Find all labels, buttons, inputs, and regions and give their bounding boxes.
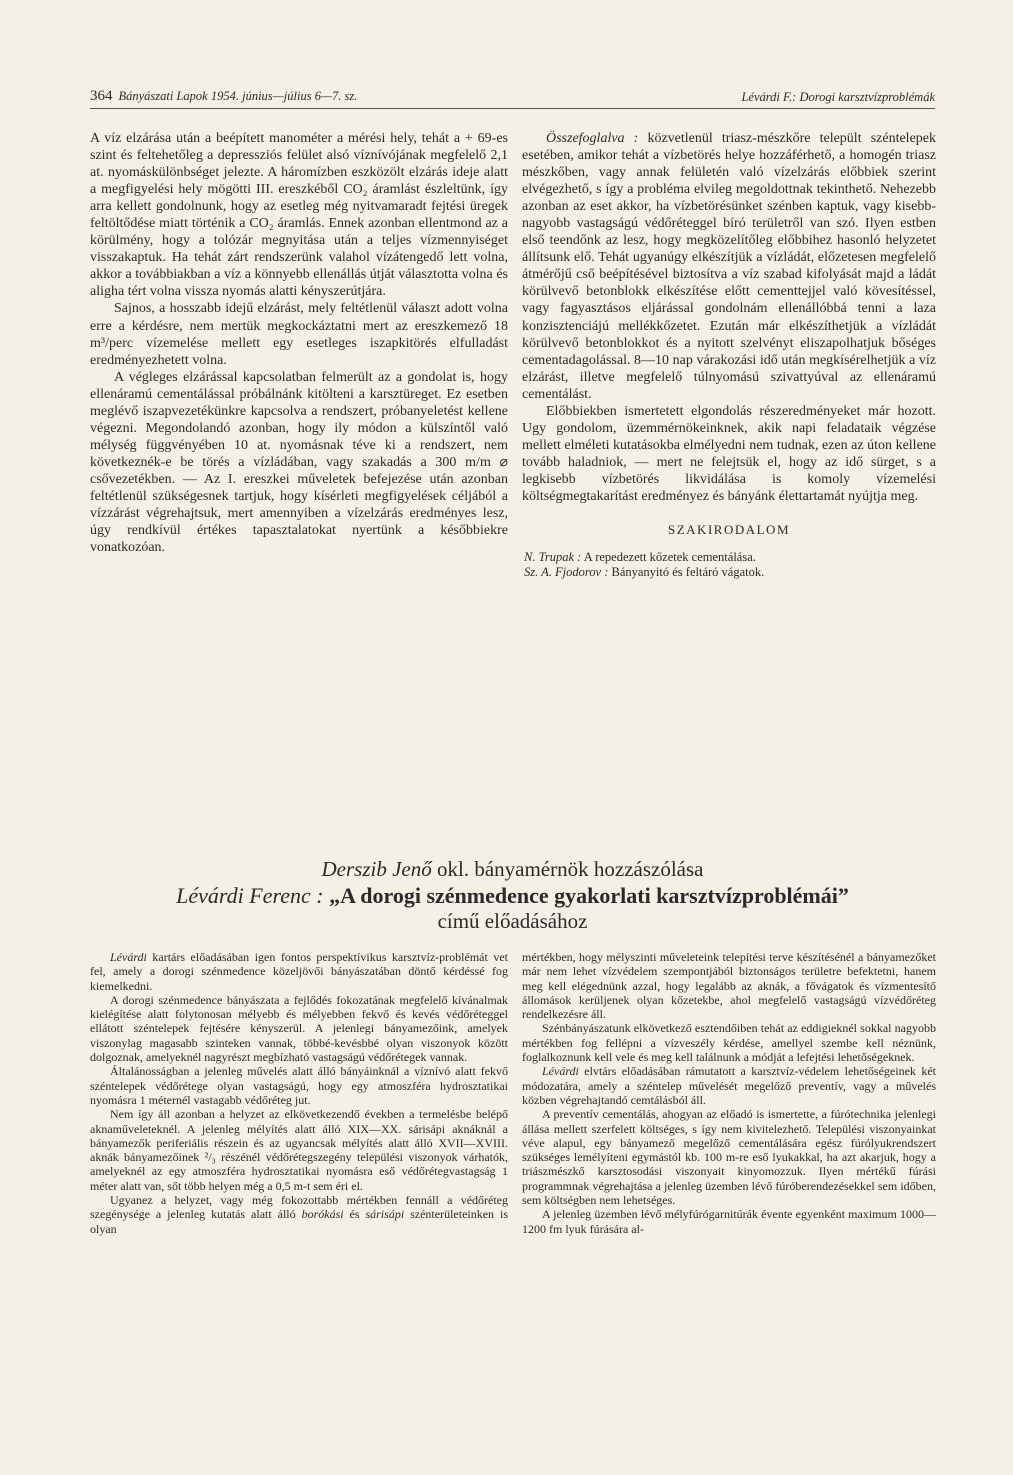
paragraph bbox=[522, 1064, 936, 1107]
article-running-title: Lévárdi F.: Dorogi karsztvízproblémák bbox=[741, 90, 935, 104]
lead-in: Lévárdi bbox=[110, 950, 147, 964]
paragraph: Sajnos, a hosszabb idejű elzárást, mely feltétlenül választ adott volna erre a kérdésre, nem mertük megkockáztatni mert az ereszkemező 18 m³/perc vízemelése mellett egy esetleges iszapkitörés elfulladást eredményezhetett volna. bbox=[90, 301, 508, 368]
paragraph: A víz elzárása után a beépített manométer a mérési hely, tehát a + 69-es szint és feltehetőleg a depressziós felület alsó víznívójának megfelelő 2,1 at. nyomáskülönbséget jelezte. A háromízben eszközölt elzárás ideje alatt a megfigyelési hely mögötti III. ereszkéből CO₂ áramlást észleltünk, így arra kellett gondolnunk, hogy az esetleg még nyitvamaradt fejtési üregek feltöltődése miatt történik a CO₂ áramlás. Ennek azonban ellentmond az a körülmény, hogy a tolózár megnyitása után a teljes vízmennyiséget visszakaptuk. Ha tehát zárt rendszerünk valahol vízátengedő lett volna, akkor a továbbiakban a víz a könnyebb ellenállás útját választotta volna és aligha tért volna vissza nyomás alatti kényszerútjára. bbox=[90, 131, 508, 300]
lower-right-column bbox=[522, 950, 936, 1236]
paragraph: A dorogi szénmedence bányászata a fejlődés fokozatának megfelelő kívánalmak kielégítése alatt folytonosan mélyebb és mélyebben fekvő és kevés védőréteggel ellátott széntelepek fejtésére kényszerül. A jelenlegi bányamezőink, amelyek viszonylag magasabb szinteken vannak, többé-kevésbbé olyan viszonyok között dolgoznak, amelyeknél nagyrészt megbízható vastagságú védőrétegek vannak. bbox=[90, 992, 508, 1065]
literature-author: Sz. A. Fjodorov : bbox=[524, 565, 609, 580]
lead-in: Összefoglalva : bbox=[546, 131, 639, 146]
literature-item bbox=[524, 550, 936, 565]
paragraph-text: Ugyanez a helyzet, vagy még fokozottabb mértékben fennáll a védőréteg szegénysége a jelenleg kutatás alatt álló bbox=[90, 1193, 508, 1222]
article-heading-line-1 bbox=[90, 856, 935, 883]
literature-author: N. Trupak : bbox=[524, 550, 582, 565]
page-number: 364 bbox=[90, 88, 113, 104]
literature-title-text: A repedezett kőzetek cementálása. bbox=[583, 550, 756, 565]
heading-text: okl. bányamérnök hozzászólása bbox=[431, 857, 704, 881]
upper-right-column bbox=[522, 130, 936, 580]
upper-left-column bbox=[90, 130, 508, 556]
paragraph: A végleges elzárással kapcsolatban felmerült az a gondolat is, hogy ellenáramú cementálással próbálnánk kitölteni a karsztüreget. Ez esetben meglévő iszapvezetékünkre kapcsolva a rendszert, próbanyeletést kellene végezni. Megondolandó azonban, hogy ily módon a külszíntől való mélység függvényében 10 at. nyomásnak téve ki a rendszert, nem következnék-e be törés a vízládában, vagy szakadás a 300 m/m ⌀ csővezetékben. — Az I. ereszkei műveletek befejezése után azonban feltétlenül szükségesnek tartjuk, hogy kísérleti megfigyelések céljából a vízzárást végrehajtsuk, mert amennyiben a vízelzárás eredményes lesz, úgy rendkívül értékes tapasztalatokat nyertünk a későbbiekre vonatkozóan. bbox=[90, 369, 508, 556]
lecture-title: „A dorogi szénmedence gyakorlati karsztvízproblémái” bbox=[323, 883, 849, 908]
paragraph: Szénbányászatunk elkövetkező esztendőiben tehát az eddigieknél sokkal nagyobb mértékben fog fellépni a vízveszély kérdése, amellyel szembe kell néznünk, foglalkoznunk kell vele és meg kell találnunk a módját a lefejtési lehetőségeknek. bbox=[522, 1021, 936, 1065]
paragraph: Nem így áll azonban a helyzet az elkövetkezendő években a termelésbe belépő aknaműveleteknél. A jelenleg mélyítés alatt álló XIX—XX. sárisápi aknáknál a bányamezők periferiális részein és az ugyancsak mélyítés alatt álló XVII—XVIII. aknák bányamezőinek ²/₃ részénél védőrétegszegény települési viszonyok várhatók, amelyeknél az egy atmoszféra hydrosztatikai nyomásra eső védőrétegvastagság 1 méter alatt van, sőt több helyen még a 0,5 m-t sem éri el. bbox=[90, 1107, 508, 1193]
paragraph: A jelenleg üzemben lévő mélyfúrógarnitúrák évente egyenként maximum 1000—1200 fm lyuk fúrására al- bbox=[522, 1207, 936, 1236]
running-head bbox=[90, 88, 935, 109]
lecturer-name: Lévárdi Ferenc : bbox=[176, 883, 324, 908]
paragraph-text: szénterületeinken is olyan bbox=[90, 1207, 509, 1236]
lead-in: Lévárdi bbox=[542, 1064, 579, 1079]
place-name: sárisápi bbox=[365, 1207, 405, 1222]
running-head-left bbox=[90, 88, 357, 105]
literature-title: SZAKIRODALOM bbox=[668, 522, 790, 538]
paragraph-text: kartárs előadásában igen fontos perspektívikus karsztvíz-problémát vet fel, amely a dorogi szénmedence közeljövői bányászatában döntő kérdéssé fog kiemelkedni. bbox=[90, 950, 508, 993]
place-name: borókási bbox=[301, 1207, 344, 1222]
paragraph-text: közvetlenül triasz-mészkőre települt széntelepek esetében, amikor tehát a vízbetörés helye hozzáférhető, a homogén triasz mészkőben, vagy annak felületén való vízelzárás előbbiek szerint elvégezhető, s így a probléma elvileg megoldottnak tekinthető. Nehezebb azonban az eset akkor, ha vízbetörésünket szénben kaptuk, vagy kisebb-nagyobb vastagságú védőréteggel bíró területről van szó. Ilyen estben első teendőnk az lesz, hogy megközelítőleg előbbihez hasonló helyzetet állítsunk elő. Tehát ugyanúgy elkészítjük a vízládát, előzetesen megfelelő átmérőjű cső beépítésével biztosítva a víz szabad kifolyását majd a ládát körülvevő betonblokk elkészítése előtt cementtejjel való kövesítéssel, vagy fagyasztásos eljárással gondolnám ellenállóbbá tenni a laza konzisztenciájú mellékkőzetet. Ezután már elkészíthetjük a vízládát körülvevő betonblokkot és a nyitott szelvényt eliszapolhatjuk bőséges cementadagolással. 8—10 nap várakozási idő után megkísérelhetjük a víz elzárást, illetve megfelelő túlnyomású szivattyúval az ellenáramú cementálást. bbox=[522, 131, 936, 402]
paragraph-text: elvtárs előadásában rámutatott a karsztvíz-védelem lehetőségeinek két módozatára, amely a széntelep művelését megelőző preventív, vagy a művelés közben végrehajtandó cemtálásból áll. bbox=[522, 1064, 936, 1107]
lower-left-column bbox=[90, 950, 508, 1236]
heading-text: című előadásához bbox=[437, 909, 588, 933]
journal-issue: Bányászati Lapok 1954. június—július 6—7. sz. bbox=[118, 89, 358, 103]
paragraph: mértékben, hogy mélyszinti műveleteink telepítési terve készítésénél a bányamezőket már nem lehet vízvédelem szempontjából biztonságos területre befektetni, hanem meg kell elégednünk azzal, hogy legalább az aknák, a fővágatok és vízmentesítő állomások kerüljenek olyan kőzetekbe, ahol megfelelő vastagságú vízvédőréteg rendelkezésre áll. bbox=[522, 950, 936, 1022]
literature-item bbox=[524, 565, 936, 580]
literature-title-text: Bányanyitó és feltáró vágatok. bbox=[611, 565, 765, 580]
paragraph: Előbbiekben ismertetett elgondolás részeredményeket már hozott. Ugy gondolom, üzemmérnökeinknek, akik napi feladataik végzése mellett elméleti kutatásokba elmélyedni nem tudnak, ezen az úton kellene tovább haladniok, — mert ne felejtsük el, hogy az idő sürget, s a legkisebb vízbetörés likvidálása is komoly vízemelési költségmegtakarítást eredményez és bányánk élettartamát nyújtja meg. bbox=[522, 403, 936, 504]
paragraph: A preventív cementálás, ahogyan az előadó is ismertette, a fúrótechnika jelenlegi állása mellett szerfelett költséges, s így nem kivitelezhető. Települési viszonyainkat véve alapul, egy bányamező megelőző cementálására egész fúrólyukrendszert szükséges lemélyíteni egymástól kb. 100 m-re eső lyukakkal, ha azt akarjuk, hogy a triászmészkő karsztosodási viszonyait kinyomozzuk. Ilyen mértékű fúrási programmnak végrehajtása a jelenleg üzemben lévő fúróberendezésekkel sem időben, sem költségben nem lehetséges. bbox=[522, 1107, 936, 1208]
paragraph-text: és bbox=[343, 1207, 366, 1222]
paragraph bbox=[522, 130, 936, 403]
article-heading-line-2 bbox=[90, 882, 935, 909]
article-heading-line-3 bbox=[90, 908, 935, 935]
literature-list bbox=[522, 550, 936, 580]
paragraph bbox=[90, 950, 508, 993]
paragraph: Általánosságban a jelenleg művelés alatt álló bányáinknál a víznívó alatt fekvő széntelepek védőrétege olyan vastagságú, hogy egy atmoszféra hydrosztatikai nyomásra 1 méternél vastagabb védőréteg jut. bbox=[90, 1064, 508, 1107]
paragraph bbox=[90, 1193, 508, 1236]
commenter-name: Derszib Jenő bbox=[321, 857, 432, 881]
